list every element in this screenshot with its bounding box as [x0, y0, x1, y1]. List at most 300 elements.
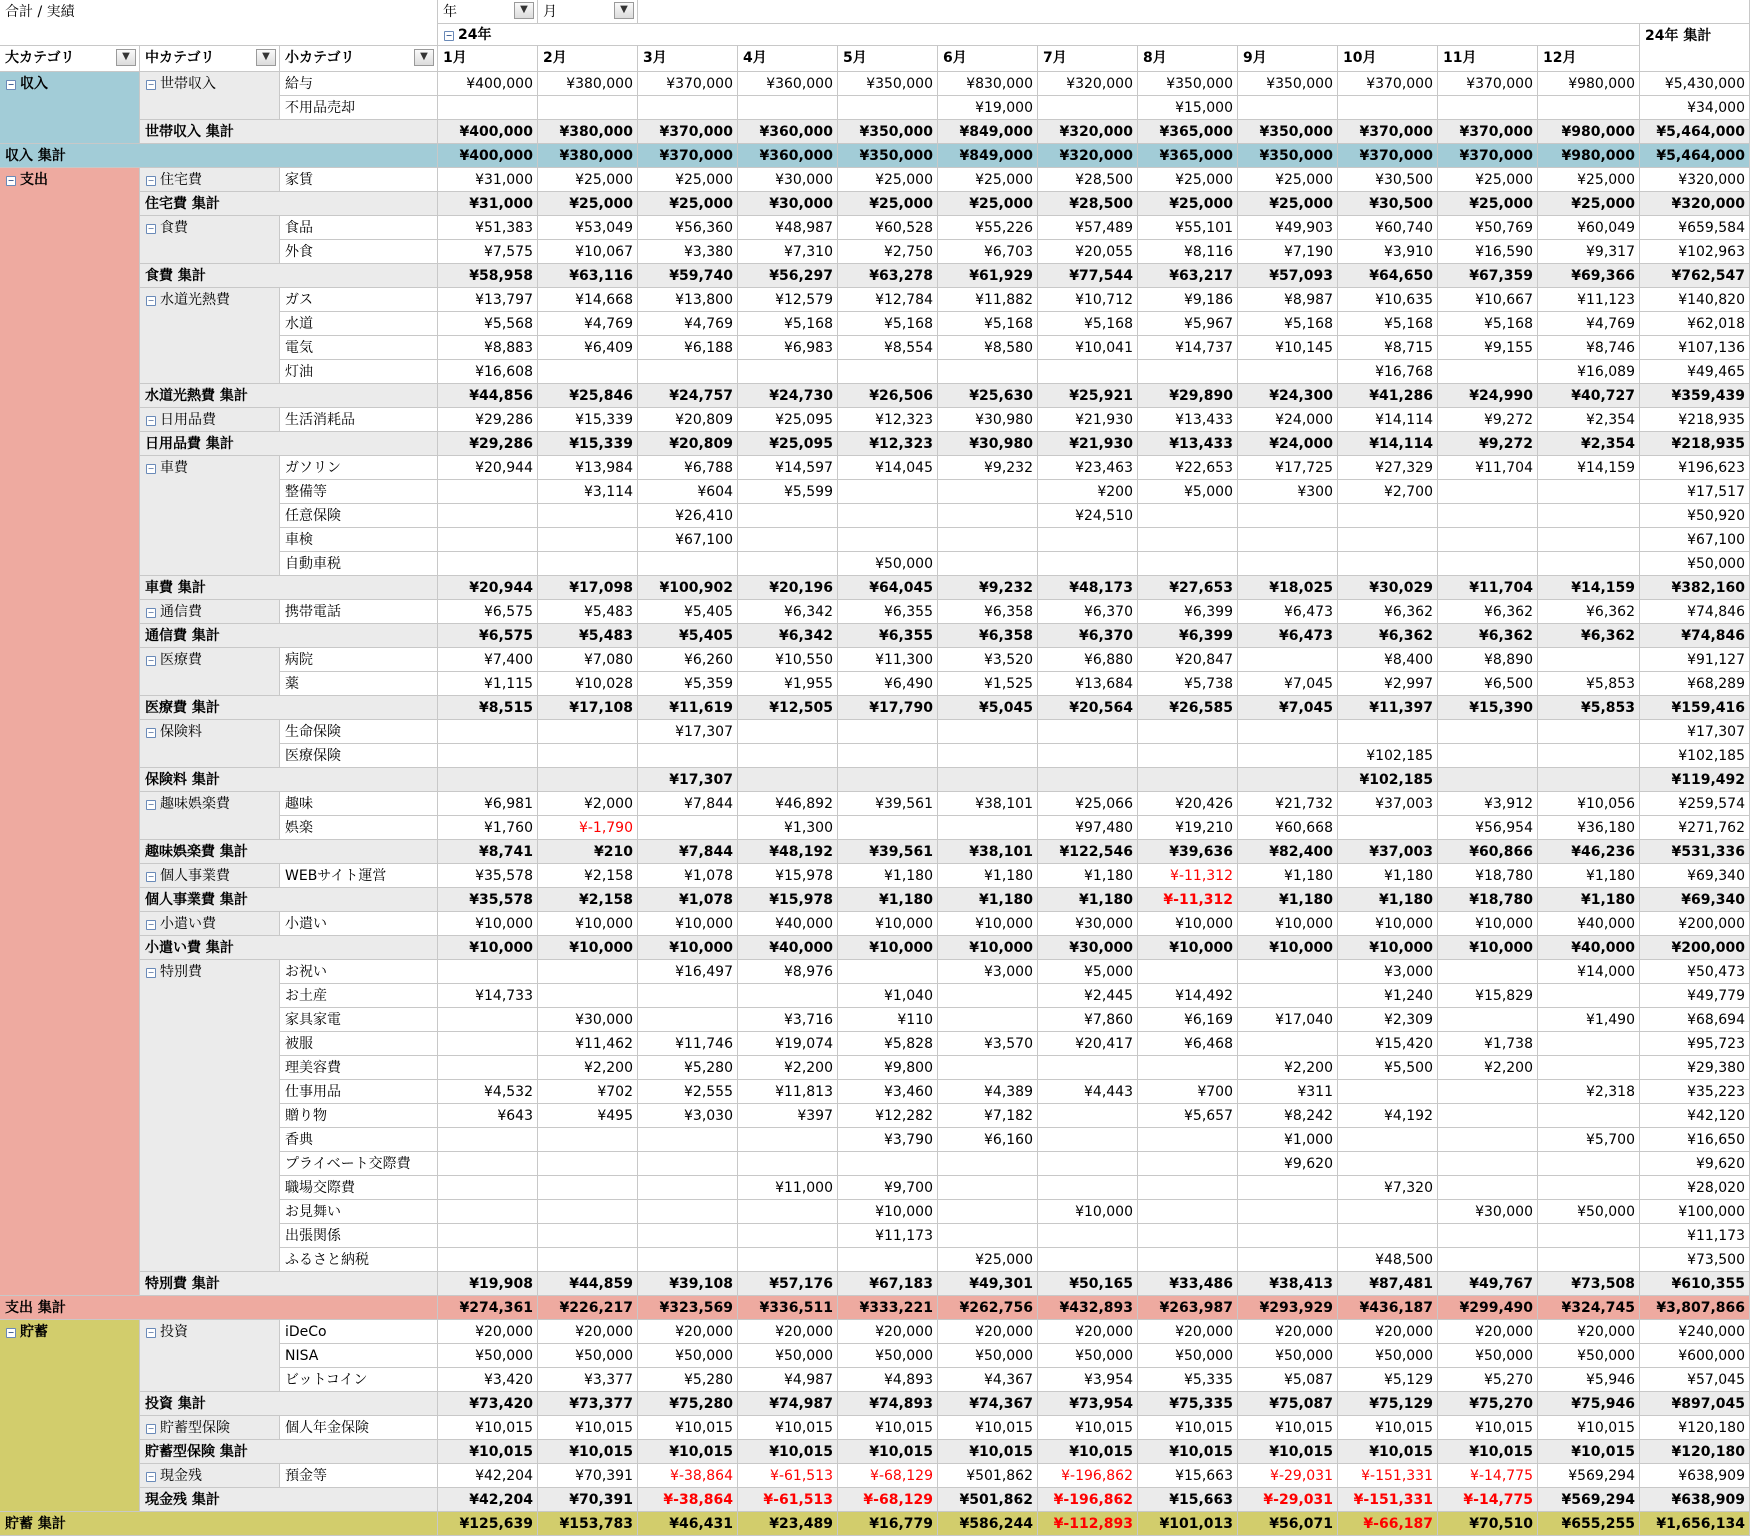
expand-icon[interactable]: −	[147, 800, 155, 809]
value-cell	[1138, 1248, 1238, 1272]
subtotal-cell	[638, 840, 738, 864]
value-cell-text: ¥5,738	[1184, 676, 1233, 692]
subtotal-cell-text: ¥5,045	[978, 700, 1033, 716]
value-cell-text: ¥1,300	[784, 820, 833, 836]
medium-category-label[interactable]	[140, 600, 280, 624]
value-cell	[838, 312, 938, 336]
subtotal-cell-text: ¥9,232	[978, 580, 1033, 596]
value-cell	[738, 312, 838, 336]
value-cell	[638, 216, 738, 240]
value-cell-text: ¥60,668	[1275, 820, 1333, 836]
medium-category-label[interactable]	[140, 72, 280, 120]
subtotal-cell-text: ¥60,866	[1469, 844, 1533, 860]
value-cell-text: ¥5,967	[1184, 316, 1233, 332]
subtotal-cell-text: ¥10,000	[1469, 940, 1533, 956]
value-cell-text: ¥1,955	[784, 676, 833, 692]
value-cell	[1338, 1464, 1438, 1488]
value-cell	[538, 1080, 638, 1104]
medium-category-label[interactable]	[140, 912, 280, 936]
value-cell-text: ¥20,426	[1175, 796, 1233, 812]
value-cell-text: ¥10,067	[575, 244, 633, 260]
value-cell-text: ¥-14,775	[1470, 1468, 1533, 1484]
value-cell	[538, 96, 638, 120]
value-cell	[538, 1248, 638, 1272]
group-total-cell	[1438, 144, 1538, 168]
group-total-cell-text: ¥263,987	[1159, 1300, 1233, 1316]
value-cell-text: ¥50,000	[975, 1348, 1033, 1364]
value-cell	[1138, 480, 1238, 504]
subtotal-cell	[1640, 384, 1750, 408]
value-cell-text: ¥57,489	[1075, 220, 1133, 236]
small-category-label	[280, 1464, 438, 1488]
subtotal-cell	[438, 696, 538, 720]
expand-icon[interactable]: −	[7, 1328, 15, 1337]
subtotal-cell-text: ¥370,000	[1359, 124, 1433, 140]
value-cell	[1038, 792, 1138, 816]
expand-icon[interactable]: −	[147, 1472, 155, 1481]
subtotal-cell	[1438, 120, 1538, 144]
group-total-cell	[1538, 1296, 1640, 1320]
subtotal-cell	[838, 264, 938, 288]
value-cell-text: ¥3,377	[584, 1372, 633, 1388]
subtotal-cell-text: ¥350,000	[1259, 124, 1333, 140]
value-cell	[1438, 1128, 1538, 1152]
value-cell-text: ¥13,797	[475, 292, 533, 308]
medium-category-label[interactable]	[140, 1464, 280, 1488]
value-cell	[738, 1152, 838, 1176]
subtotal-cell-text: ¥74,987	[769, 1396, 833, 1412]
expand-icon[interactable]: −	[147, 608, 155, 617]
row-total-cell-text: ¥240,000	[1678, 1324, 1745, 1340]
value-cell	[1038, 72, 1138, 96]
row-total-cell-text: ¥91,127	[1687, 652, 1745, 668]
value-cell	[1138, 360, 1238, 384]
group-total-cell	[1138, 1512, 1238, 1536]
value-cell	[1438, 312, 1538, 336]
value-cell-text: ¥39,561	[875, 796, 933, 812]
medium-category-subtotal-label	[140, 576, 438, 600]
small-category-label	[280, 816, 438, 840]
large-category-label[interactable]	[0, 1320, 140, 1512]
value-cell-text: ¥42,204	[475, 1468, 533, 1484]
value-cell-text: ¥7,575	[484, 244, 533, 260]
value-cell-text: ¥3,520	[984, 652, 1033, 668]
row-total-cell-text: ¥9,620	[1696, 1156, 1745, 1172]
value-cell	[738, 1200, 838, 1224]
month-header	[738, 46, 838, 72]
value-cell	[1238, 1152, 1338, 1176]
medium-category-label[interactable]	[140, 168, 280, 192]
subtotal-cell-text: ¥610,355	[1671, 1276, 1745, 1292]
expand-icon[interactable]: −	[147, 728, 155, 737]
value-cell-text: ¥16,590	[1475, 244, 1533, 260]
value-cell	[538, 816, 638, 840]
medium-category-subtotal-label	[140, 1272, 438, 1296]
value-cell	[1438, 744, 1538, 768]
expand-icon[interactable]: −	[445, 31, 453, 40]
subtotal-cell	[538, 384, 638, 408]
value-cell	[1538, 1056, 1640, 1080]
subtotal-cell	[1438, 696, 1538, 720]
value-cell-text: ¥10,015	[775, 1420, 833, 1436]
value-cell-text: ¥350,000	[1166, 76, 1233, 92]
value-cell-text: ¥-61,513	[770, 1468, 833, 1484]
value-cell-text: ¥5,168	[1284, 316, 1333, 332]
subtotal-cell	[538, 888, 638, 912]
value-cell-text: ¥6,703	[984, 244, 1033, 260]
expand-icon[interactable]: −	[7, 80, 15, 89]
group-total-cell-text: ¥333,221	[859, 1300, 933, 1316]
value-cell-text: ¥25,000	[1275, 172, 1333, 188]
value-cell-text: ¥2,200	[1484, 1060, 1533, 1076]
value-cell-text: ¥350,000	[866, 76, 933, 92]
value-cell	[438, 912, 538, 936]
value-cell	[838, 1008, 938, 1032]
row-total-cell	[1640, 240, 1750, 264]
row-total-cell	[1640, 456, 1750, 480]
subtotal-cell-text: ¥29,890	[1169, 388, 1233, 404]
value-cell	[1438, 336, 1538, 360]
subtotal-cell	[838, 624, 938, 648]
expand-icon[interactable]: −	[147, 80, 155, 89]
subtotal-cell-text: ¥69,366	[1571, 268, 1635, 284]
value-cell	[1038, 336, 1138, 360]
value-cell	[1538, 744, 1640, 768]
medium-category-label[interactable]	[140, 720, 280, 768]
subtotal-cell-text: ¥10,015	[969, 1444, 1033, 1460]
expand-icon[interactable]: −	[147, 968, 155, 977]
subtotal-cell	[1538, 384, 1640, 408]
row-total-cell	[1640, 1464, 1750, 1488]
value-cell-text: ¥400,000	[466, 76, 533, 92]
value-cell	[838, 1080, 938, 1104]
value-cell	[1238, 528, 1338, 552]
value-cell-text: ¥6,788	[684, 460, 733, 476]
filter-dropdown-icon[interactable]: ▼	[116, 49, 136, 66]
month-filter-icon[interactable]: ▼	[614, 2, 634, 19]
header-blank	[638, 0, 1750, 24]
subtotal-cell	[738, 1392, 838, 1416]
group-total-cell	[1338, 1296, 1438, 1320]
month-header	[1038, 46, 1138, 72]
expand-icon[interactable]: −	[147, 656, 155, 665]
expand-icon[interactable]: −	[7, 176, 15, 185]
value-cell	[1138, 1056, 1238, 1080]
row-total-cell	[1640, 96, 1750, 120]
row-total-cell-text: ¥16,650	[1687, 1132, 1745, 1148]
value-cell	[638, 1128, 738, 1152]
subtotal-cell	[1238, 768, 1338, 792]
medium-category-subtotal-label-text: 日用品費 集計	[145, 436, 234, 452]
value-cell	[538, 1320, 638, 1344]
value-cell-text: ¥3,910	[1384, 244, 1433, 260]
small-category-label	[280, 312, 438, 336]
subtotal-cell	[738, 768, 838, 792]
medium-category-label-text: 保険料	[160, 724, 202, 740]
small-category-label-text: 給与	[285, 76, 313, 92]
subtotal-cell	[538, 192, 638, 216]
subtotal-cell-text: ¥74,367	[969, 1396, 1033, 1412]
row-total-cell-text: ¥271,762	[1678, 820, 1745, 836]
value-cell	[1538, 1128, 1640, 1152]
value-cell-text: ¥380,000	[566, 76, 633, 92]
medium-category-label-text: 特別費	[160, 964, 202, 980]
value-cell	[1238, 1248, 1338, 1272]
small-category-label-text: 生命保険	[285, 724, 341, 740]
expand-icon[interactable]: −	[147, 464, 155, 473]
value-cell	[638, 360, 738, 384]
expand-icon[interactable]: −	[147, 416, 155, 425]
value-cell-text: ¥5,280	[684, 1060, 733, 1076]
subtotal-cell	[838, 888, 938, 912]
medium-category-label[interactable]	[140, 1416, 280, 1440]
value-cell	[638, 864, 738, 888]
value-cell-text: ¥320,000	[1066, 76, 1133, 92]
value-cell-text: ¥10,000	[1075, 1204, 1133, 1220]
medium-category-subtotal-label	[140, 1392, 438, 1416]
value-cell	[738, 1248, 838, 1272]
value-cell	[1238, 1056, 1338, 1080]
value-cell-text: ¥14,045	[875, 460, 933, 476]
small-category-label-text: お土産	[285, 988, 327, 1004]
value-cell-text: ¥4,893	[884, 1372, 933, 1388]
value-cell-text: ¥2,555	[684, 1084, 733, 1100]
row-total-cell-text: ¥107,136	[1678, 340, 1745, 356]
value-cell-text: ¥20,000	[1577, 1324, 1635, 1340]
value-cell	[1238, 720, 1338, 744]
value-cell	[538, 216, 638, 240]
medium-category-label[interactable]	[140, 960, 280, 1272]
subtotal-cell-text: ¥17,098	[569, 580, 633, 596]
month-header-text: 10月	[1343, 50, 1377, 66]
subtotal-cell	[638, 192, 738, 216]
value-cell-text: ¥3,420	[484, 1372, 533, 1388]
subtotal-cell-text: ¥6,399	[1178, 628, 1233, 644]
value-cell	[1338, 1104, 1438, 1128]
row-total-cell	[1640, 336, 1750, 360]
row-total-cell-text: ¥42,120	[1687, 1108, 1745, 1124]
small-category-label	[280, 648, 438, 672]
subtotal-cell	[1338, 384, 1438, 408]
month-header-text: 9月	[1243, 50, 1267, 66]
value-cell-text: ¥16,497	[675, 964, 733, 980]
medium-category-label[interactable]	[140, 408, 280, 432]
subtotal-cell	[538, 768, 638, 792]
value-cell-text: ¥10,000	[675, 916, 733, 932]
subtotal-cell-text: ¥380,000	[559, 124, 633, 140]
value-cell	[438, 672, 538, 696]
subtotal-cell	[738, 696, 838, 720]
subtotal-cell-text: ¥75,946	[1571, 1396, 1635, 1412]
value-cell-text: ¥20,000	[1375, 1324, 1433, 1340]
row-total-cell-text: ¥140,820	[1678, 292, 1745, 308]
group-total-cell-text: ¥274,361	[459, 1300, 533, 1316]
filter-dropdown-icon[interactable]: ▼	[256, 49, 276, 66]
month-header-text: 12月	[1543, 50, 1577, 66]
subtotal-cell	[1138, 888, 1238, 912]
value-cell	[438, 1032, 538, 1056]
month-header-text: 5月	[843, 50, 867, 66]
value-cell	[438, 1344, 538, 1368]
group-total-cell-text: ¥226,217	[559, 1300, 633, 1316]
value-cell	[1438, 1032, 1538, 1056]
value-cell	[1238, 984, 1338, 1008]
value-cell-text: ¥2,000	[584, 796, 633, 812]
value-cell	[538, 672, 638, 696]
large-category-label[interactable]	[0, 72, 140, 144]
value-cell-text: ¥7,182	[984, 1108, 1033, 1124]
subtotal-cell	[1338, 1272, 1438, 1296]
subtotal-cell-text: ¥20,809	[669, 436, 733, 452]
month-header	[638, 46, 738, 72]
value-cell	[438, 336, 538, 360]
value-cell-text: ¥22,653	[1175, 460, 1233, 476]
value-cell-text: ¥19,000	[975, 100, 1033, 116]
value-cell-text: ¥569,294	[1568, 1468, 1635, 1484]
value-cell	[1138, 168, 1238, 192]
value-cell-text: ¥11,173	[875, 1228, 933, 1244]
value-cell-text: ¥2,445	[1084, 988, 1133, 1004]
value-cell	[938, 984, 1038, 1008]
subtotal-cell-text: ¥82,400	[1269, 844, 1333, 860]
subtotal-cell	[1538, 264, 1640, 288]
subtotal-cell	[1138, 840, 1238, 864]
subtotal-cell	[1338, 840, 1438, 864]
expand-icon[interactable]: −	[147, 224, 155, 233]
medium-category-label[interactable]	[140, 288, 280, 384]
expand-icon[interactable]: −	[147, 296, 155, 305]
row-total-cell-text: ¥95,723	[1687, 1036, 1745, 1052]
month-header	[1538, 46, 1640, 72]
row-total-cell	[1640, 1368, 1750, 1392]
value-cell	[1038, 720, 1138, 744]
value-cell	[1438, 504, 1538, 528]
subtotal-cell-text: ¥39,636	[1169, 844, 1233, 860]
value-cell-text: ¥5,168	[884, 316, 933, 332]
subtotal-cell	[538, 264, 638, 288]
value-cell	[638, 1416, 738, 1440]
subtotal-cell-text: ¥122,546	[1059, 844, 1133, 860]
group-total-cell	[1338, 144, 1438, 168]
value-cell	[1438, 528, 1538, 552]
value-cell-text: ¥5,483	[584, 604, 633, 620]
subtotal-cell-text: ¥20,196	[769, 580, 833, 596]
year-group-header[interactable]	[438, 24, 1640, 46]
expand-icon[interactable]: −	[147, 872, 155, 881]
subtotal-cell	[738, 432, 838, 456]
value-cell-text: ¥6,981	[484, 796, 533, 812]
subtotal-cell-text: ¥25,000	[969, 196, 1033, 212]
value-cell-text: ¥501,862	[966, 1468, 1033, 1484]
value-cell	[438, 1176, 538, 1200]
value-cell	[438, 312, 538, 336]
value-cell	[1038, 1080, 1138, 1104]
value-cell	[1038, 1416, 1138, 1440]
value-cell	[938, 288, 1038, 312]
row-total-cell-text: ¥69,340	[1687, 868, 1745, 884]
month-header	[838, 46, 938, 72]
medium-category-label[interactable]	[140, 216, 280, 264]
row-total-cell-text: ¥49,465	[1687, 364, 1745, 380]
subtotal-cell-text: ¥25,000	[669, 196, 733, 212]
expand-icon[interactable]: −	[147, 1424, 155, 1433]
expand-icon[interactable]: −	[147, 920, 155, 929]
value-cell-text: ¥3,716	[784, 1012, 833, 1028]
value-cell	[1538, 216, 1640, 240]
month-header	[938, 46, 1038, 72]
value-cell	[638, 408, 738, 432]
value-cell	[1238, 672, 1338, 696]
medium-category-label[interactable]	[140, 864, 280, 888]
subtotal-cell-text: ¥40,000	[1571, 940, 1635, 956]
value-cell-text: ¥1,040	[884, 988, 933, 1004]
value-cell	[1138, 456, 1238, 480]
value-cell	[738, 168, 838, 192]
row-total-cell	[1640, 984, 1750, 1008]
medium-category-label[interactable]	[140, 456, 280, 576]
value-cell	[638, 1176, 738, 1200]
subtotal-cell-text: ¥25,630	[969, 388, 1033, 404]
value-cell	[938, 168, 1038, 192]
value-cell-text: ¥48,987	[775, 220, 833, 236]
value-cell	[1538, 1032, 1640, 1056]
value-cell	[1438, 984, 1538, 1008]
small-category-label	[280, 528, 438, 552]
value-cell-text: ¥10,015	[875, 1420, 933, 1436]
value-cell	[738, 216, 838, 240]
value-cell-text: ¥5,129	[1384, 1372, 1433, 1388]
value-cell-text: ¥20,847	[1175, 652, 1233, 668]
value-cell-text: ¥12,579	[775, 292, 833, 308]
value-cell	[1438, 456, 1538, 480]
subtotal-cell	[1338, 192, 1438, 216]
value-cell	[1438, 1248, 1538, 1272]
medium-category-label[interactable]	[140, 1320, 280, 1392]
expand-icon[interactable]: −	[147, 1328, 155, 1337]
value-cell	[738, 360, 838, 384]
medium-category-label[interactable]	[140, 792, 280, 840]
filter-dropdown-icon[interactable]: ▼	[414, 49, 434, 66]
value-cell	[438, 648, 538, 672]
value-cell	[1538, 96, 1640, 120]
value-cell-text: ¥311	[1297, 1084, 1333, 1100]
subtotal-cell	[538, 432, 638, 456]
value-cell	[838, 480, 938, 504]
value-cell	[738, 744, 838, 768]
large-category-label[interactable]	[0, 168, 140, 1296]
value-cell	[1338, 1152, 1438, 1176]
subtotal-cell-text: ¥20,944	[469, 580, 533, 596]
year-filter-icon[interactable]: ▼	[514, 2, 534, 19]
subtotal-cell	[1138, 624, 1238, 648]
value-cell	[938, 360, 1038, 384]
medium-category-label[interactable]	[140, 648, 280, 696]
value-cell-text: ¥11,000	[775, 1180, 833, 1196]
value-cell-text: ¥12,282	[875, 1108, 933, 1124]
small-category-label	[280, 1200, 438, 1224]
value-cell	[1138, 240, 1238, 264]
value-cell-text: ¥17,725	[1275, 460, 1333, 476]
value-cell	[938, 1056, 1038, 1080]
subtotal-cell-text: ¥17,790	[869, 700, 933, 716]
subtotal-cell	[1640, 1392, 1750, 1416]
value-cell	[838, 1224, 938, 1248]
value-cell-text: ¥20,000	[975, 1324, 1033, 1340]
value-cell	[1138, 1320, 1238, 1344]
expand-icon[interactable]: −	[147, 176, 155, 185]
value-cell-text: ¥15,000	[1175, 100, 1233, 116]
subtotal-cell-text: ¥67,359	[1469, 268, 1533, 284]
